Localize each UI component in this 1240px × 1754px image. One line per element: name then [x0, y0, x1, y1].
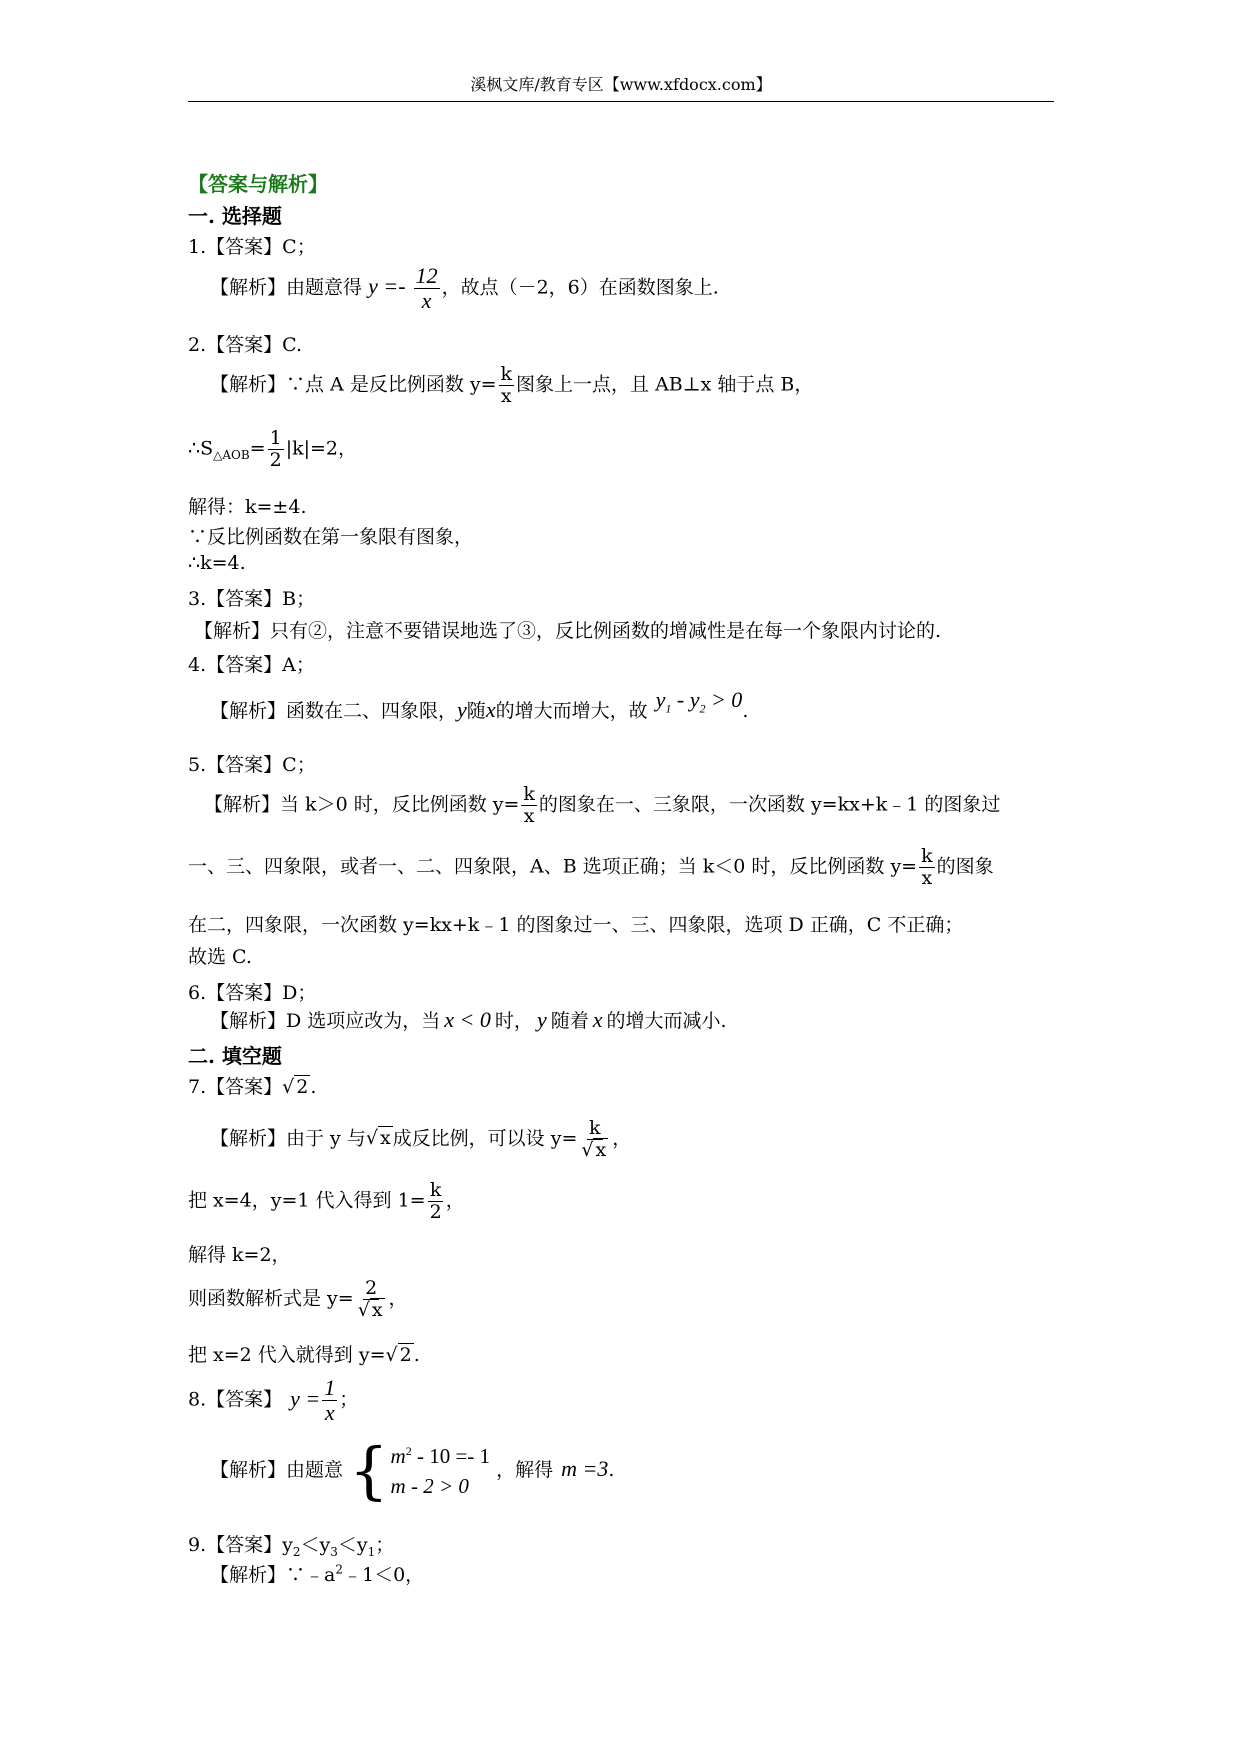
q2-line-3: 解得：k=±4.: [188, 496, 307, 518]
q7-fraction-numerator: k: [589, 1117, 601, 1139]
q8-row-1-rest: - 10 =- 1: [411, 1443, 491, 1468]
q7-text-4: 则函数解析式是 y=: [188, 1287, 354, 1310]
q1-explanation: [210, 264, 719, 313]
q3-answer-value: B；: [282, 588, 316, 610]
q5-text-1-tail: 的图象在一、三象限，一次函数 y=kx+k﹣1 的图象过: [538, 793, 1001, 816]
q8-system-row-1: [391, 1441, 491, 1471]
q6-explanation-tail: 的增大而减小.: [606, 1010, 727, 1032]
q5-explanation-line-1: [204, 784, 1000, 827]
q9-y2: y: [282, 1534, 293, 1556]
q5-fraction-1: [521, 784, 537, 827]
explanation-tag: 【解析】: [210, 373, 287, 396]
explanation-tag: 【解析】: [204, 793, 281, 816]
q5-fraction-2: [919, 846, 935, 889]
answer-tag: 【答案】: [206, 982, 283, 1004]
q7-answer: [188, 1072, 316, 1099]
q9-explanation: [210, 1560, 424, 1587]
q8-answer-tail: ；: [339, 1388, 359, 1411]
q7-line-5: [188, 1340, 420, 1367]
q9-lt-y1: ＜y: [337, 1534, 368, 1556]
q9-answer-tail: ；: [375, 1534, 395, 1556]
q4-y1-subscript: 1: [665, 701, 672, 716]
q7-fraction-3-numerator: 2: [365, 1277, 378, 1299]
q7-fraction-3-denominator-radicand: x: [371, 1298, 383, 1321]
q4-text-with: 随: [466, 700, 486, 722]
q4-period: .: [742, 700, 749, 722]
q5-explanation-line-3: 在二，四象限，一次函数 y=kx+k﹣1 的图象过一、三、四象限，选项 D 正确，C 不正确；: [188, 914, 964, 936]
q8-left-brace: {: [349, 1434, 389, 1507]
q1-answer: [188, 232, 316, 259]
q7-result-sqrt: √ 2: [385, 1344, 412, 1366]
q8-explanation-text: 由题意: [286, 1459, 344, 1481]
explanation-tag: 【解析】: [210, 700, 287, 722]
q4-inequality: [655, 687, 743, 716]
q9-number: 9.: [188, 1534, 207, 1556]
explanation-tag: 【解析】: [194, 620, 271, 642]
q2-area-subscript: △AOB: [213, 448, 250, 463]
q5-fraction-1-numerator: k: [523, 783, 535, 805]
q5-number: 5.: [188, 754, 207, 776]
q7-line-4: [188, 1278, 408, 1321]
q9-answer: [188, 1530, 394, 1559]
q7-answer-radicand: 2: [296, 1076, 309, 1098]
q3-answer: [188, 584, 315, 611]
q2-half-fraction: [268, 428, 284, 471]
q6-number: 6.: [188, 982, 207, 1004]
q3-explanation: [194, 616, 941, 643]
q8-formula-left: y =: [290, 1385, 321, 1411]
q8-period: .: [608, 1459, 615, 1481]
q8-fraction-denominator: x: [324, 1400, 335, 1426]
q4-explanation: [210, 687, 749, 726]
q9-y2-subscript: 2: [292, 1544, 301, 1559]
q2-answer-value: C.: [282, 334, 303, 356]
explanation-tag: 【解析】: [210, 276, 287, 299]
q7-fraction-2-numerator: k: [429, 1179, 442, 1201]
q6-explanation: [210, 1006, 727, 1033]
q6-answer-value: D；: [282, 982, 317, 1004]
q8-answer: [188, 1376, 358, 1425]
q7-text-5-tail: .: [413, 1344, 420, 1366]
q4-y2-subscript: 2: [699, 701, 706, 716]
q7-sqrt-x: √ x: [365, 1127, 391, 1150]
q2-area-line: [188, 428, 357, 471]
q5-text-2: 一、三、四象限，或者一、二、四象限，A、B 选项正确；当 k＜0 时，反比例函数 y=: [188, 855, 918, 878]
section-heading-fill: 二. 填空题: [188, 1044, 282, 1068]
q7-fraction-3-denominator: √ x: [357, 1298, 383, 1321]
q7-text-4-tail: ，: [388, 1287, 408, 1310]
q9-lt-y3: ＜y: [300, 1534, 331, 1556]
q7-explanation-text: 由于 y 与: [286, 1127, 366, 1150]
q6-text-when: 时，: [494, 1010, 533, 1032]
q5-explanation-line-4: 故选 C.: [188, 946, 252, 968]
q4-y1: y: [655, 687, 666, 712]
q8-number: 8.: [188, 1388, 207, 1411]
q1-fraction-numerator: 12: [415, 263, 438, 288]
q4-var-y: y: [457, 697, 467, 722]
section-heading-choice: 一. 选择题: [188, 204, 282, 228]
q2-fraction: [499, 364, 515, 407]
q7-fraction-2: [428, 1180, 444, 1223]
q2-half-denominator: 2: [269, 448, 282, 471]
q6-text-with: 随着: [550, 1010, 589, 1032]
q1-explanation-text: 由题意得: [286, 276, 363, 299]
answers-title: 【答案与解析】: [188, 172, 328, 196]
q1-formula-left: y =-: [368, 273, 406, 299]
q5-text-2-tail: 的图象: [936, 855, 994, 878]
explanation-tag: 【解析】: [210, 1564, 287, 1586]
q9-y3-subscript: 3: [330, 1544, 338, 1559]
q7-text-2: 把 x=4，y=1 代入得到 1=: [188, 1189, 426, 1212]
q8-fraction: [322, 1376, 337, 1425]
q9-exponent: 2: [335, 1562, 343, 1577]
q7-fraction-3: [356, 1278, 387, 1321]
q9-explanation-text: ∵﹣a: [286, 1564, 336, 1586]
q8-text-solve: ，解得: [496, 1459, 554, 1481]
q2-explanation-text: ∵点 A 是反比例函数 y=: [286, 373, 497, 396]
q8-fraction-numerator: 1: [324, 1375, 336, 1400]
q8-exponent: 2: [405, 1443, 412, 1458]
q8-equation-system: [349, 1434, 491, 1507]
explanation-tag: 【解析】: [210, 1459, 287, 1481]
q2-line-5: ∴k=4.: [188, 552, 246, 574]
q4-answer: [188, 650, 315, 677]
q1-fraction: [414, 264, 440, 313]
answer-tag: 【答案】: [206, 654, 283, 676]
q4-minus: -: [676, 687, 685, 712]
answer-tag: 【答案】: [206, 334, 283, 356]
q5-explanation-line-2: [188, 846, 994, 889]
q4-answer-value: A；: [282, 654, 315, 676]
q2-area-equals: =: [249, 437, 266, 460]
q4-gt-zero: > 0: [710, 687, 743, 712]
q2-area-symbol: ∴S: [188, 437, 214, 460]
q7-answer-sqrt: √ 2: [282, 1076, 309, 1098]
answer-tag: 【答案】: [206, 236, 283, 258]
q7-fraction-denominator: √ x: [581, 1138, 607, 1161]
q6-explanation-text: D 选项应改为，当: [286, 1010, 441, 1032]
q7-number: 7.: [188, 1076, 207, 1098]
q3-number: 3.: [188, 588, 207, 610]
q5-answer-value: C；: [282, 754, 316, 776]
answer-tag: 【答案】: [206, 588, 283, 610]
page-header: 溪枫文库/教育专区【www.xfdocx.com】: [188, 72, 1054, 102]
q7-line-3: 解得 k=2，: [188, 1244, 291, 1266]
q7-result-radicand: 2: [399, 1344, 412, 1366]
q9-y1-subscript: 1: [367, 1544, 376, 1559]
q7-explanation: [210, 1118, 631, 1161]
answer-tag: 【答案】: [206, 1388, 283, 1411]
answer-tag: 【答案】: [206, 1534, 283, 1556]
q3-explanation-text: 只有②，注意不要错误地选了③，反比例函数的增减性是在每一个象限内讨论的.: [270, 620, 942, 642]
answer-tag: 【答案】: [206, 1076, 283, 1098]
answer-tag: 【答案】: [206, 754, 283, 776]
q1-answer-value: C；: [282, 236, 316, 258]
q4-number: 4.: [188, 654, 207, 676]
q1-fraction-denominator: x: [421, 288, 432, 314]
q4-text-increase: 的增大而增大，故: [495, 700, 648, 722]
q7-text-mid: 成反比例，可以设 y=: [392, 1127, 578, 1150]
q7-line-2: [188, 1180, 465, 1223]
q7-explanation-tail: ，: [612, 1127, 632, 1150]
q9-explanation-tail: ﹣1＜0，: [342, 1564, 425, 1586]
q8-system-row-2: m - 2 > 0: [390, 1474, 469, 1498]
q8-explanation: [210, 1434, 615, 1507]
q2-half-numerator: 1: [269, 427, 282, 449]
q7-answer-period: .: [310, 1076, 317, 1098]
q2-fraction-numerator: k: [500, 363, 513, 385]
q8-var-m: m: [390, 1443, 406, 1468]
explanation-tag: 【解析】: [210, 1127, 287, 1150]
q7-sqrt-x-radicand: x: [379, 1127, 391, 1150]
q2-explanation-tail: 图象上一点，且 AB⊥x 轴于点 B，: [516, 373, 814, 396]
q7-fraction-2-denominator: 2: [429, 1200, 442, 1223]
q2-number: 2.: [188, 334, 207, 356]
q1-number: 1.: [188, 236, 207, 258]
q8-solution: m =3: [561, 1456, 609, 1481]
q6-answer: [188, 978, 316, 1005]
q6-condition: x < 0: [444, 1007, 491, 1032]
q7-fraction-denominator-radicand: x: [595, 1138, 607, 1161]
q6-var-x: x: [592, 1007, 603, 1032]
q2-area-tail: |k|=2，: [285, 437, 358, 460]
q5-answer: [188, 750, 316, 777]
q1-explanation-tail: ，故点（－2，6）在函数图象上.: [441, 276, 719, 299]
q5-fraction-1-denominator: x: [523, 804, 535, 827]
q4-y2: y: [689, 687, 700, 712]
q5-text-1: 当 k＞0 时，反比例函数 y=: [280, 793, 520, 816]
q4-explanation-text: 函数在二、四象限，: [286, 700, 458, 722]
q7-text-2-tail: ，: [445, 1189, 465, 1212]
q5-fraction-2-denominator: x: [921, 866, 933, 889]
q2-fraction-denominator: x: [500, 384, 512, 407]
q5-fraction-2-numerator: k: [921, 845, 933, 867]
q4-var-x: x: [485, 697, 496, 722]
q2-explanation: [210, 364, 813, 407]
q6-var-y: y: [536, 1007, 547, 1032]
q7-text-5: 把 x=2 代入就得到 y=: [188, 1344, 386, 1366]
q2-answer: [188, 330, 302, 357]
q2-line-4: ∵反比例函数在第一象限有图象，: [188, 526, 474, 548]
q7-fraction: [579, 1118, 610, 1161]
explanation-tag: 【解析】: [210, 1010, 287, 1032]
